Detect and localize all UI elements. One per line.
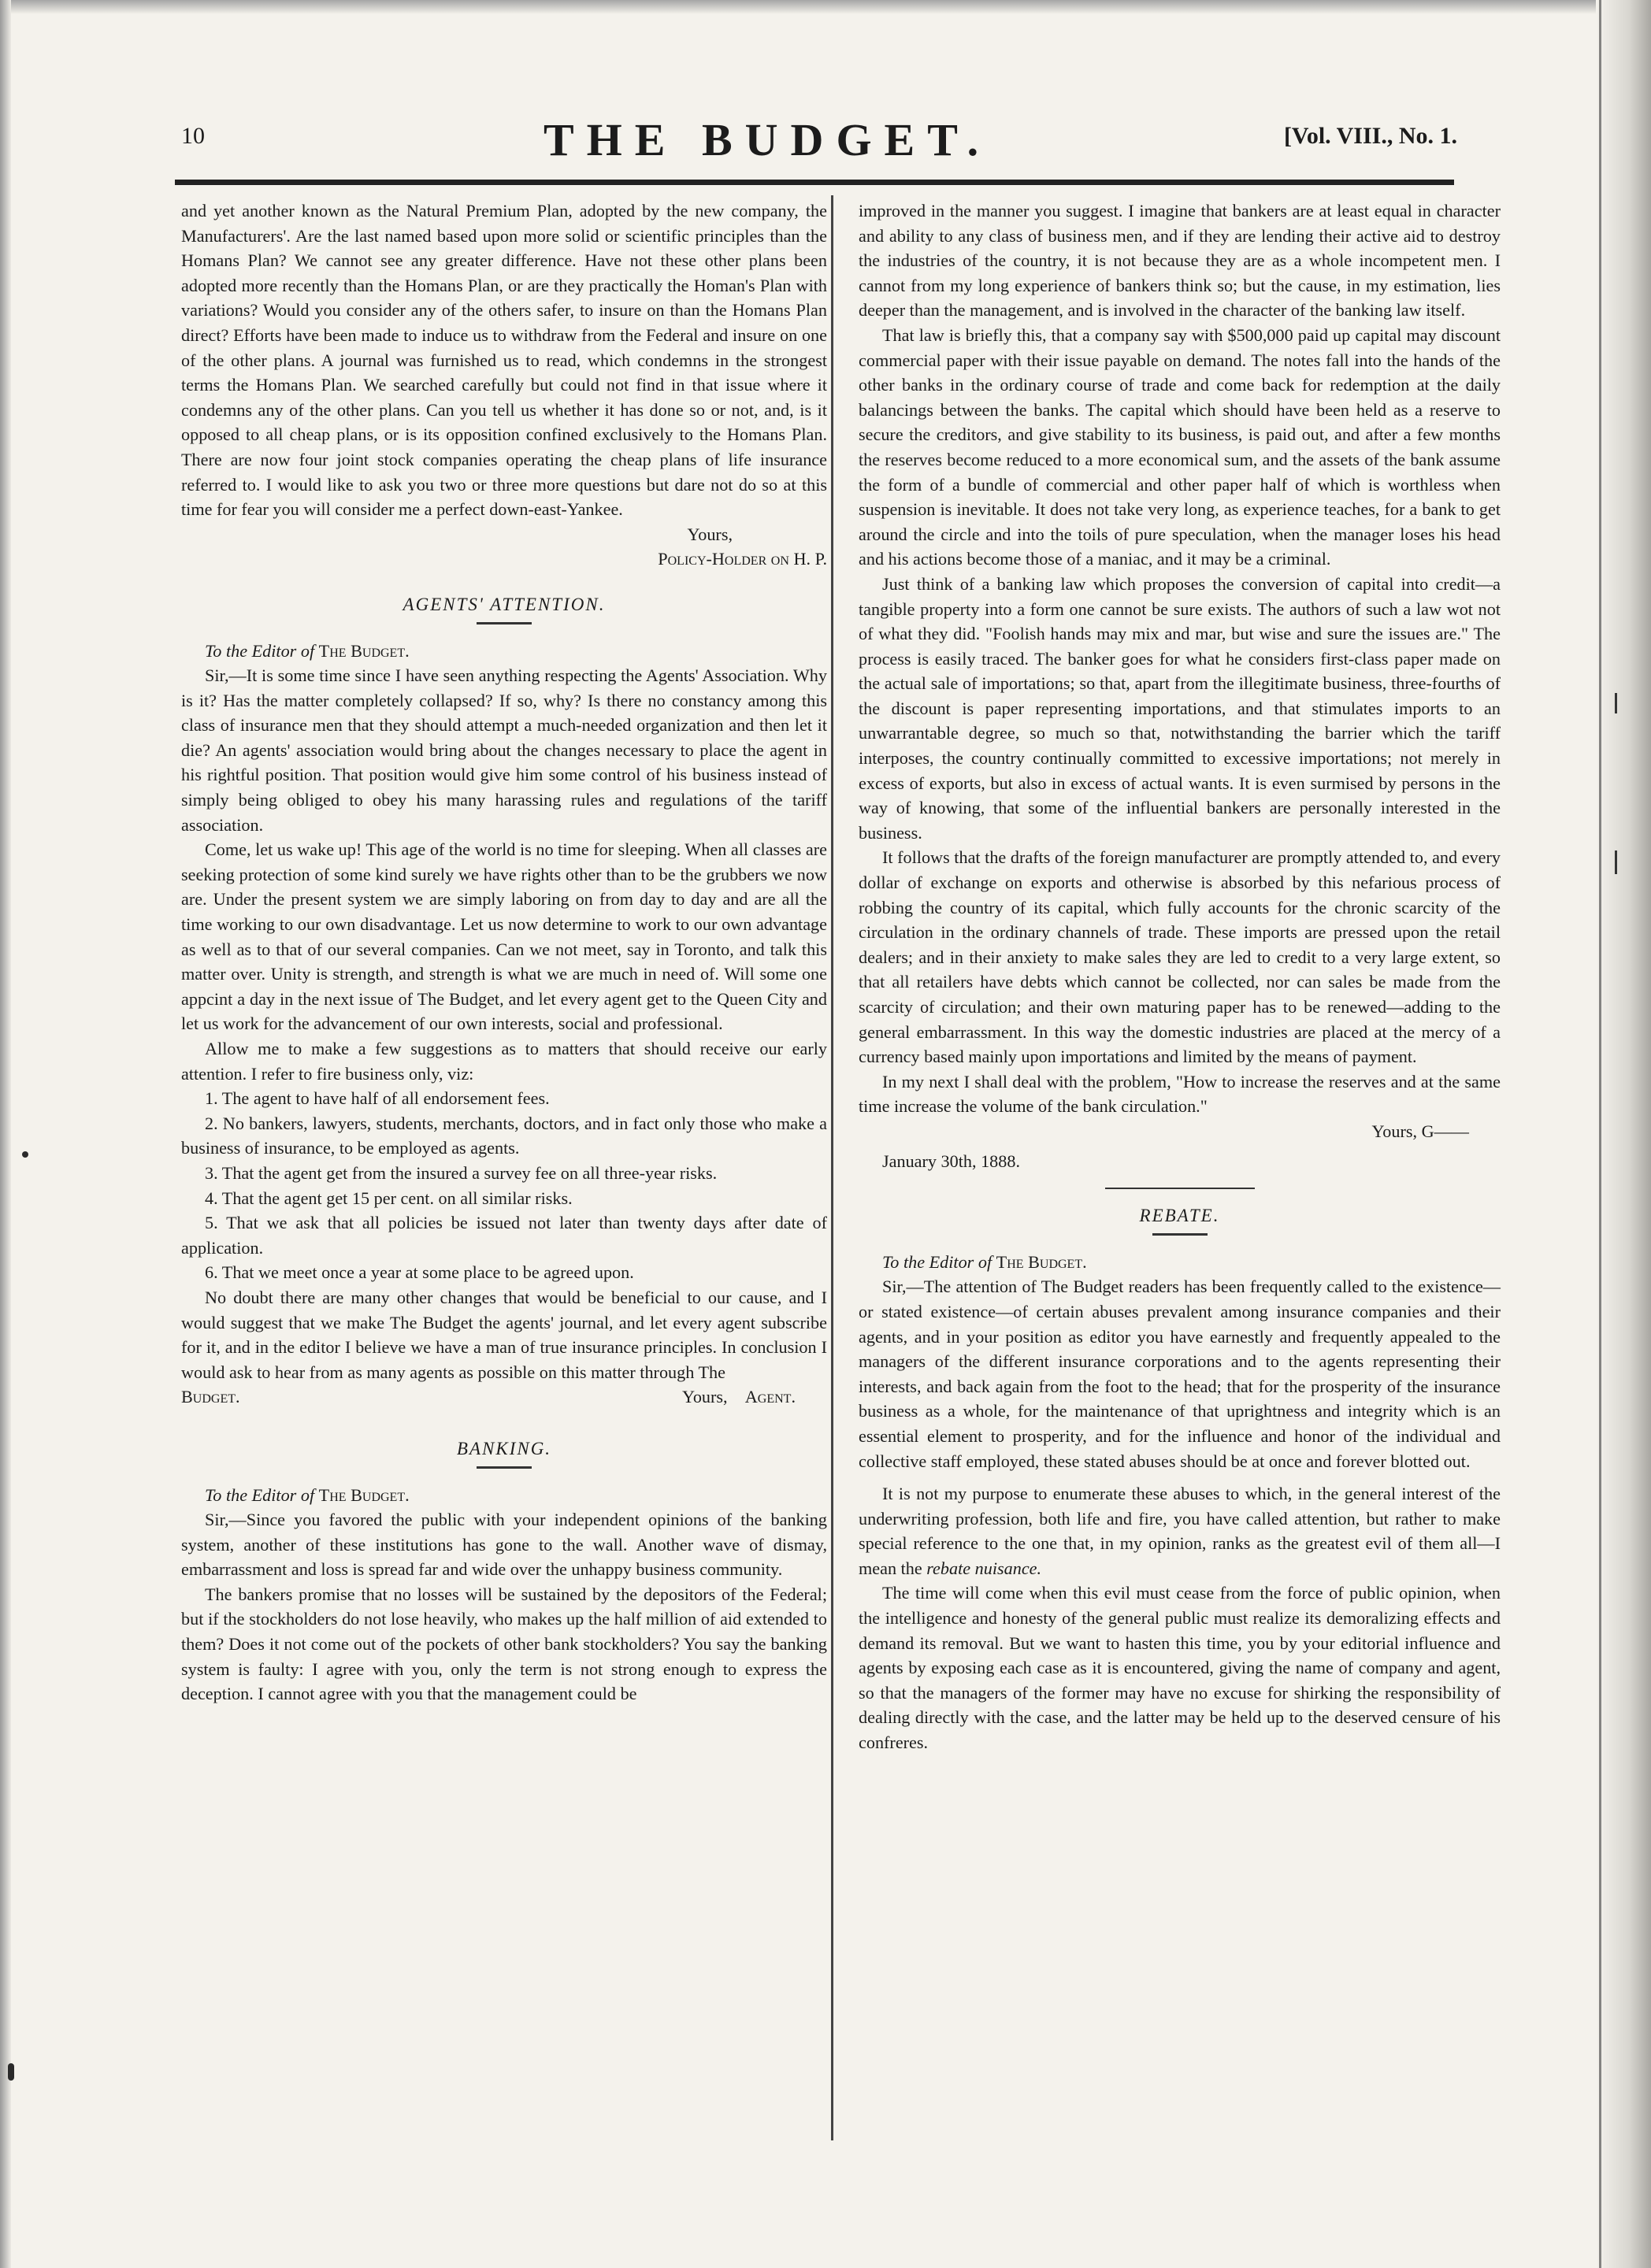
heading-rule — [1152, 1233, 1208, 1236]
header-rule — [175, 180, 1454, 185]
letter-paragraph: No doubt there are many other changes that would be beneficial to our cause, and I would suggest that we make The Budget the agents' journal, and let every agent subscribe for it, and in the editor I believe we have a man of true insurance principles. In conclusion I would ask to hear from as many agents as possible on this matter through The — [181, 1287, 827, 1382]
letter-paragraph: The time will come when this evil must cease from the force of public opinion, when the intelligence and honesty of the general public must realize its demoralizing effects and demand its removal. But we want to hasten this time, you by your editorial influence and agents by exposing each case as it is encountered, giving the name of company and agent, so that the managers of the former may have no excuse for shirking the responsibility of dealing directly with the case, and the latter may be held up to the deserved censure of his confreres. — [859, 1583, 1501, 1753]
letter-paragraph: Sir,—The attention of The Budget readers has been frequently called to the existence—or stated existence—of certain abuses prevalent among insurance companies and their agents, and in your position as editor you have earnestly and frequently appealed to the managers of the different insurance corporations and to the agents representing their interests, and back again from the foot to the head; that for the prosperity of the insurance business as a whole, for the maintenance of that uprightness and integrity which is an essential element to prosperity, and for the influence and honor of the individual and collective staff employed, these stated abuses should be at once and forever blotted out. — [859, 1277, 1501, 1471]
volume-number: [Vol. VIII., No. 1. — [1283, 123, 1457, 149]
suggestion-item: 3. That the agent get from the insured a survey fee on all three-year risks. — [205, 1162, 718, 1183]
letter-paragraph: Sir,—Since you favored the public with your independent opinions of the banking system, another of these institutions has gone to the wall. Another wave of dismay, embarrassment and loss is spread far and wide over the unhappy business community. — [181, 1510, 827, 1580]
letter-paragraph: That law is briefly this, that a company say with $500,000 paid up capital may discount commercial paper with their issue payable on demand. The notes fall into the hands of the other banks in the ordinary course of trade and come back for redemption at the daily balancings between the banks. The capital which should have been held as a reserve to secure the creditors, and give stability to its business, is paid out, and after a few months the reserves become reduced to a more economical sum, and the assets of the bank assume the form of a bundle of commercial and other paper half of which is worthless when suspension is inevitable. It does not take very long, as experience teaches, for a bank to get around the circle and into the toils of pure speculation, when the manager loses his head and his actions become those of a maniac, and it may be a criminal. — [859, 324, 1501, 569]
letter-signoff — [181, 1384, 827, 1410]
letter-closing: Yours, — [687, 524, 733, 544]
letter-paragraph: It is not my purpose to enumerate these abuses to which, in the general interest of the underwriting profession, both life and fire, you have called attention, but rather to make special reference to the one that, in my opinion, ranks as the greatest evil of them all—I mean the rebate nuisance. — [859, 1484, 1501, 1578]
page-shadow-left — [0, 0, 11, 2268]
page-shadow-top — [0, 0, 1651, 14]
publication-name: Budget. — [181, 1387, 240, 1407]
page-number: 10 — [181, 123, 205, 149]
ink-spot — [8, 2063, 14, 2081]
left-column — [181, 198, 827, 1707]
letter-signature: Yours, G—— — [1371, 1121, 1469, 1141]
letter-paragraph: Allow me to make a few suggestions as to matters that should receive our early attention. I refer to fire business only, viz: — [181, 1039, 827, 1084]
letter-paragraph: In my next I shall deal with the problem, "How to increase the reserves and at the same time increase the volume of the bank circulation." — [859, 1071, 1501, 1117]
to-editor-line: To the Editor of The Budget. — [882, 1251, 1087, 1272]
margin-mark — [1615, 693, 1617, 713]
suggestion-item: 5. That we ask that all policies be issued not later than twenty days after date of application. — [181, 1213, 827, 1258]
section-separator — [1105, 1188, 1255, 1189]
letter-paragraph: improved in the manner you suggest. I imagine that bankers are at least equal in character and ability to any class of business men, and if they are lending their active aid to destroy the industries of the country, it is not because they are as a whole incompetent men. I cannot from my long experience of bankers think so; but the cause, in my estimation, lies deeper than the management, and is involved in the character of the banking law itself. — [859, 201, 1501, 321]
letter-paragraph: It follows that the drafts of the foreign manufacturer are promptly attended to, and every dollar of exchange on exports and otherwise is absorbed by this nefarious process of robbing the country of its capital, which fully accounts for the chronic scarcity of the circulation in the ordinary channels of trade. These imports are pressed upon the retail dealers; and in their anxiety to make sales they are led to credit to a very large extent, so that all retailers have debts which cannot be collected, nor can sales be made from the scarcity of circulation; and their own maturing paper has to be renewed—adding to the general embarrassment. In this way the domestic industries are placed at the mercy of a currency based mainly upon importations and limited by the means of payment. — [859, 847, 1501, 1067]
letter-signature: Yours, Agent. — [682, 1387, 796, 1407]
to-editor-line: To the Editor of The Budget. — [205, 1484, 410, 1505]
heading-rule — [477, 622, 532, 624]
suggestion-item: 4. That the agent get 15 per cent. on all similar risks. — [205, 1188, 573, 1208]
letter-paragraph: Sir,—It is some time since I have seen anything respecting the Agents' Association. Why is it? Has the matter completely collapsed? If so, why? Is there no constancy among this class of insurance men that they should attempt a much-needed organization and then let it die? An agents' association would bring about the changes necessary to place the agent in his rightful position. That position would give him some control of his business instead of simply being obliged to obey his many harassing rules and regulations of the tariff association. — [181, 665, 827, 835]
section-heading-rebate: REBATE. — [1139, 1206, 1220, 1226]
letter-date: January 30th, 1888. — [882, 1151, 1021, 1171]
letter-paragraph: Just think of a banking law which proposes the conversion of capital into credit—a tangible property into a form one cannot be sure exists. The authors of such a law wot not of what they did. "Foolish hands may mix and mar, but wise and sure the issues are." The process is easily traced. The banker goes for what he considers first-class paper made on the actual sale of importations; so that, apart from the illegitimate business, three-fourths of the discount is paper representing importations, and that stimulates imports to an unwarrantable degree, so much so that, notwithstanding the barrier which the tariff interposes, the country continually committed to excessive importations; not merely in excess of exports, but also in excess of actual wants. It is even surmised by persons in the way of knowing, that some of the influential bankers are personally interested in the business. — [859, 573, 1501, 843]
right-column — [859, 198, 1501, 1755]
heading-rule — [477, 1466, 532, 1469]
section-heading-agents: AGENTS' ATTENTION. — [403, 594, 606, 614]
letter-paragraph: Come, let us wake up! This age of the world is no time for sleeping. When all classes are seeking protection of some kind surely we have rights other than to be the grubbers we now are. Under the present system we are simply laboring on from day to day and are all the time working to our own disadvantage. Let us now determine to work to our own advantage as well as to that of our several companies. Can we not meet, say in Toronto, and talk this matter over. Unity is strength, and strength is what we are much in need of. Will some one appcint a day in the next issue of The Budget, and let every agent get to the Queen City and let us work for the advancement of our own interests, social and professional. — [181, 839, 827, 1034]
letter-paragraph: and yet another known as the Natural Premium Plan, adopted by the new company, the Manufacturers'. Are the last named based upon more solid or scientific principles than the Homans Plan? We cannot see any greater difference. Have not these other plans been adopted more recently than the Homans Plan, or are they practically the Homan's Plan with variations? Would you consider any of the others safer, to insure on than the Homans Plan direct? Efforts have been made to induce us to withdraw from the Federal and insure on one of the other plans. A journal was furnished us to read, which condemns in the strongest terms the Homans Plan. We searched carefully but could not find in that issue where it condemns any of the other plans. Can you tell us whether it has done so or not, and, is it opposed to all cheap plans, or is its opposition confined exclusively to the Homans Plan. There are now four joint stock companies operating the cheap plans of life insurance referred to. I would like to ask you two or three more questions but dare not do so at this time for fear you will consider me a perfect down-east-Yankee. — [181, 201, 827, 520]
suggestion-item: 6. That we meet once a year at some place to be agreed upon. — [205, 1262, 634, 1283]
letter-date-line — [859, 1149, 1501, 1174]
masthead-title: THE BUDGET. — [544, 114, 992, 165]
emphasis-text: rebate nuisance. — [926, 1558, 1042, 1578]
to-editor-line: To the Editor of The Budget. — [205, 640, 410, 661]
section-heading-banking: BANKING. — [456, 1438, 552, 1458]
ink-spot — [22, 1151, 28, 1158]
column-divider — [831, 195, 833, 2140]
letter-paragraph: The bankers promise that no losses will be sustained by the depositors of the Federal; but if the stockholders do not lose heavily, who makes up the half million of aid extended to them? Does it not come out of the pockets of other bank stockholders? You say the banking system is faulty: I agree with you, only the term is not strong enough to express the deception. I cannot agree with you that the management could be — [181, 1584, 827, 1704]
suggestion-item: 1. The agent to have half of all endorsement fees. — [205, 1088, 550, 1109]
margin-mark — [1615, 850, 1617, 874]
page-edge — [1599, 0, 1601, 2268]
page-shadow-right — [1596, 0, 1651, 2268]
suggestion-item: 2. No bankers, lawyers, students, merchants, doctors, and in fact only those who make a business of insurance, to be employed as agents. — [181, 1113, 827, 1158]
page-header — [181, 114, 1457, 165]
letter-signature: Policy-Holder on H. P. — [658, 549, 827, 569]
